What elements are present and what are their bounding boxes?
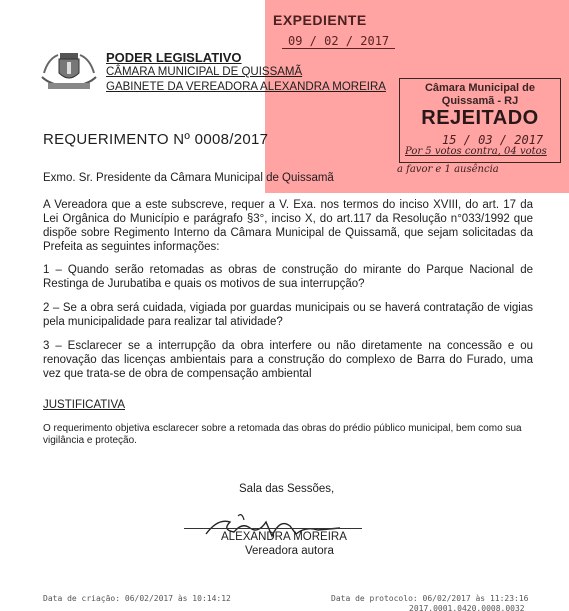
handwritten-note-1: Por 5 votos contra, 04 votos — [405, 146, 547, 157]
expediente-date: 09 / 02 / 2017 — [282, 34, 395, 49]
creation-date: Data de criação: 06/02/2017 às 10:14:12 — [43, 594, 231, 603]
protocol-date: Data de protocolo: 06/02/2017 às 11:23:16 — [331, 594, 529, 603]
item-3: 3 – Esclarecer se a interrupção da obra interfere ou não diretamente na concessão e ou renovação das licenças ambientais para a construção do complexo de Barra do Furado, uma vez que trata-se de obra de compensação ambiental — [43, 340, 533, 380]
rejection-status: REJEITADO — [421, 107, 539, 129]
signature-line — [184, 528, 362, 529]
signer-role: Vereadora autora — [245, 545, 334, 557]
rejection-stamp-line-1: Câmara Municipal de — [424, 82, 536, 94]
rejection-stamp-line-2: Quissamã - RJ — [441, 95, 519, 107]
letterhead — [106, 50, 386, 95]
item-1: 1 – Quando serão retomadas as obras de construção do mirante do Parque Nacional de Restinga de Jurubatiba e quais os motivos de sua interrupção? — [43, 264, 533, 290]
closing: Sala das Sessões, — [239, 483, 335, 495]
rejection-date: 15 / 03 / 2017 — [442, 133, 544, 147]
item-2: 2 – Se a obra será cuidada, vigiada por guardas municipais ou se haverá contratação de vigias pela municipalidade para realizar tal atividade? — [43, 302, 533, 328]
document-title: REQUERIMENTO Nº 0008/2017 — [43, 131, 269, 148]
protocol-code: 2017.0001.0420.0008.0032 — [409, 604, 525, 611]
coat-of-arms-icon — [40, 47, 98, 91]
signer-name: ALEXANDRA MOREIRA — [221, 531, 347, 543]
letterhead-line-3: GABINETE DA VEREADORA ALEXANDRA MOREIRA — [106, 81, 386, 93]
justification-text: O requerimento objetiva esclarecer sobre a retomada das obras do prédio público municipal, bem como sua vigilância e proteção. — [43, 423, 522, 446]
letterhead-line-2: CÂMARA MUNICIPAL DE QUISSAMÃ — [106, 66, 303, 78]
expediente-stamp: EXPEDIENTE — [273, 12, 367, 28]
greeting: Exmo. Sr. Presidente da Câmara Municipal de Quissamã — [43, 172, 334, 184]
justification-heading: JUSTIFICATIVA — [43, 399, 125, 411]
letterhead-line-1: PODER LEGISLATIVO — [106, 50, 242, 65]
intro-paragraph: A Vereadora que a este subscreve, requer a V. Exa. nos termos do inciso XVIII, do art. 17 da Lei Orgânica do Município e parágrafo §3°, inciso X, do art.117 da Resolução n°033/1992 que dispõe sobre Regimento Interno da Câmara Municipal de Quissamã, que sejam solicitadas da Prefeita as seguintes informações: — [43, 199, 533, 253]
handwritten-note-2: a favor e 1 ausência — [397, 164, 499, 175]
